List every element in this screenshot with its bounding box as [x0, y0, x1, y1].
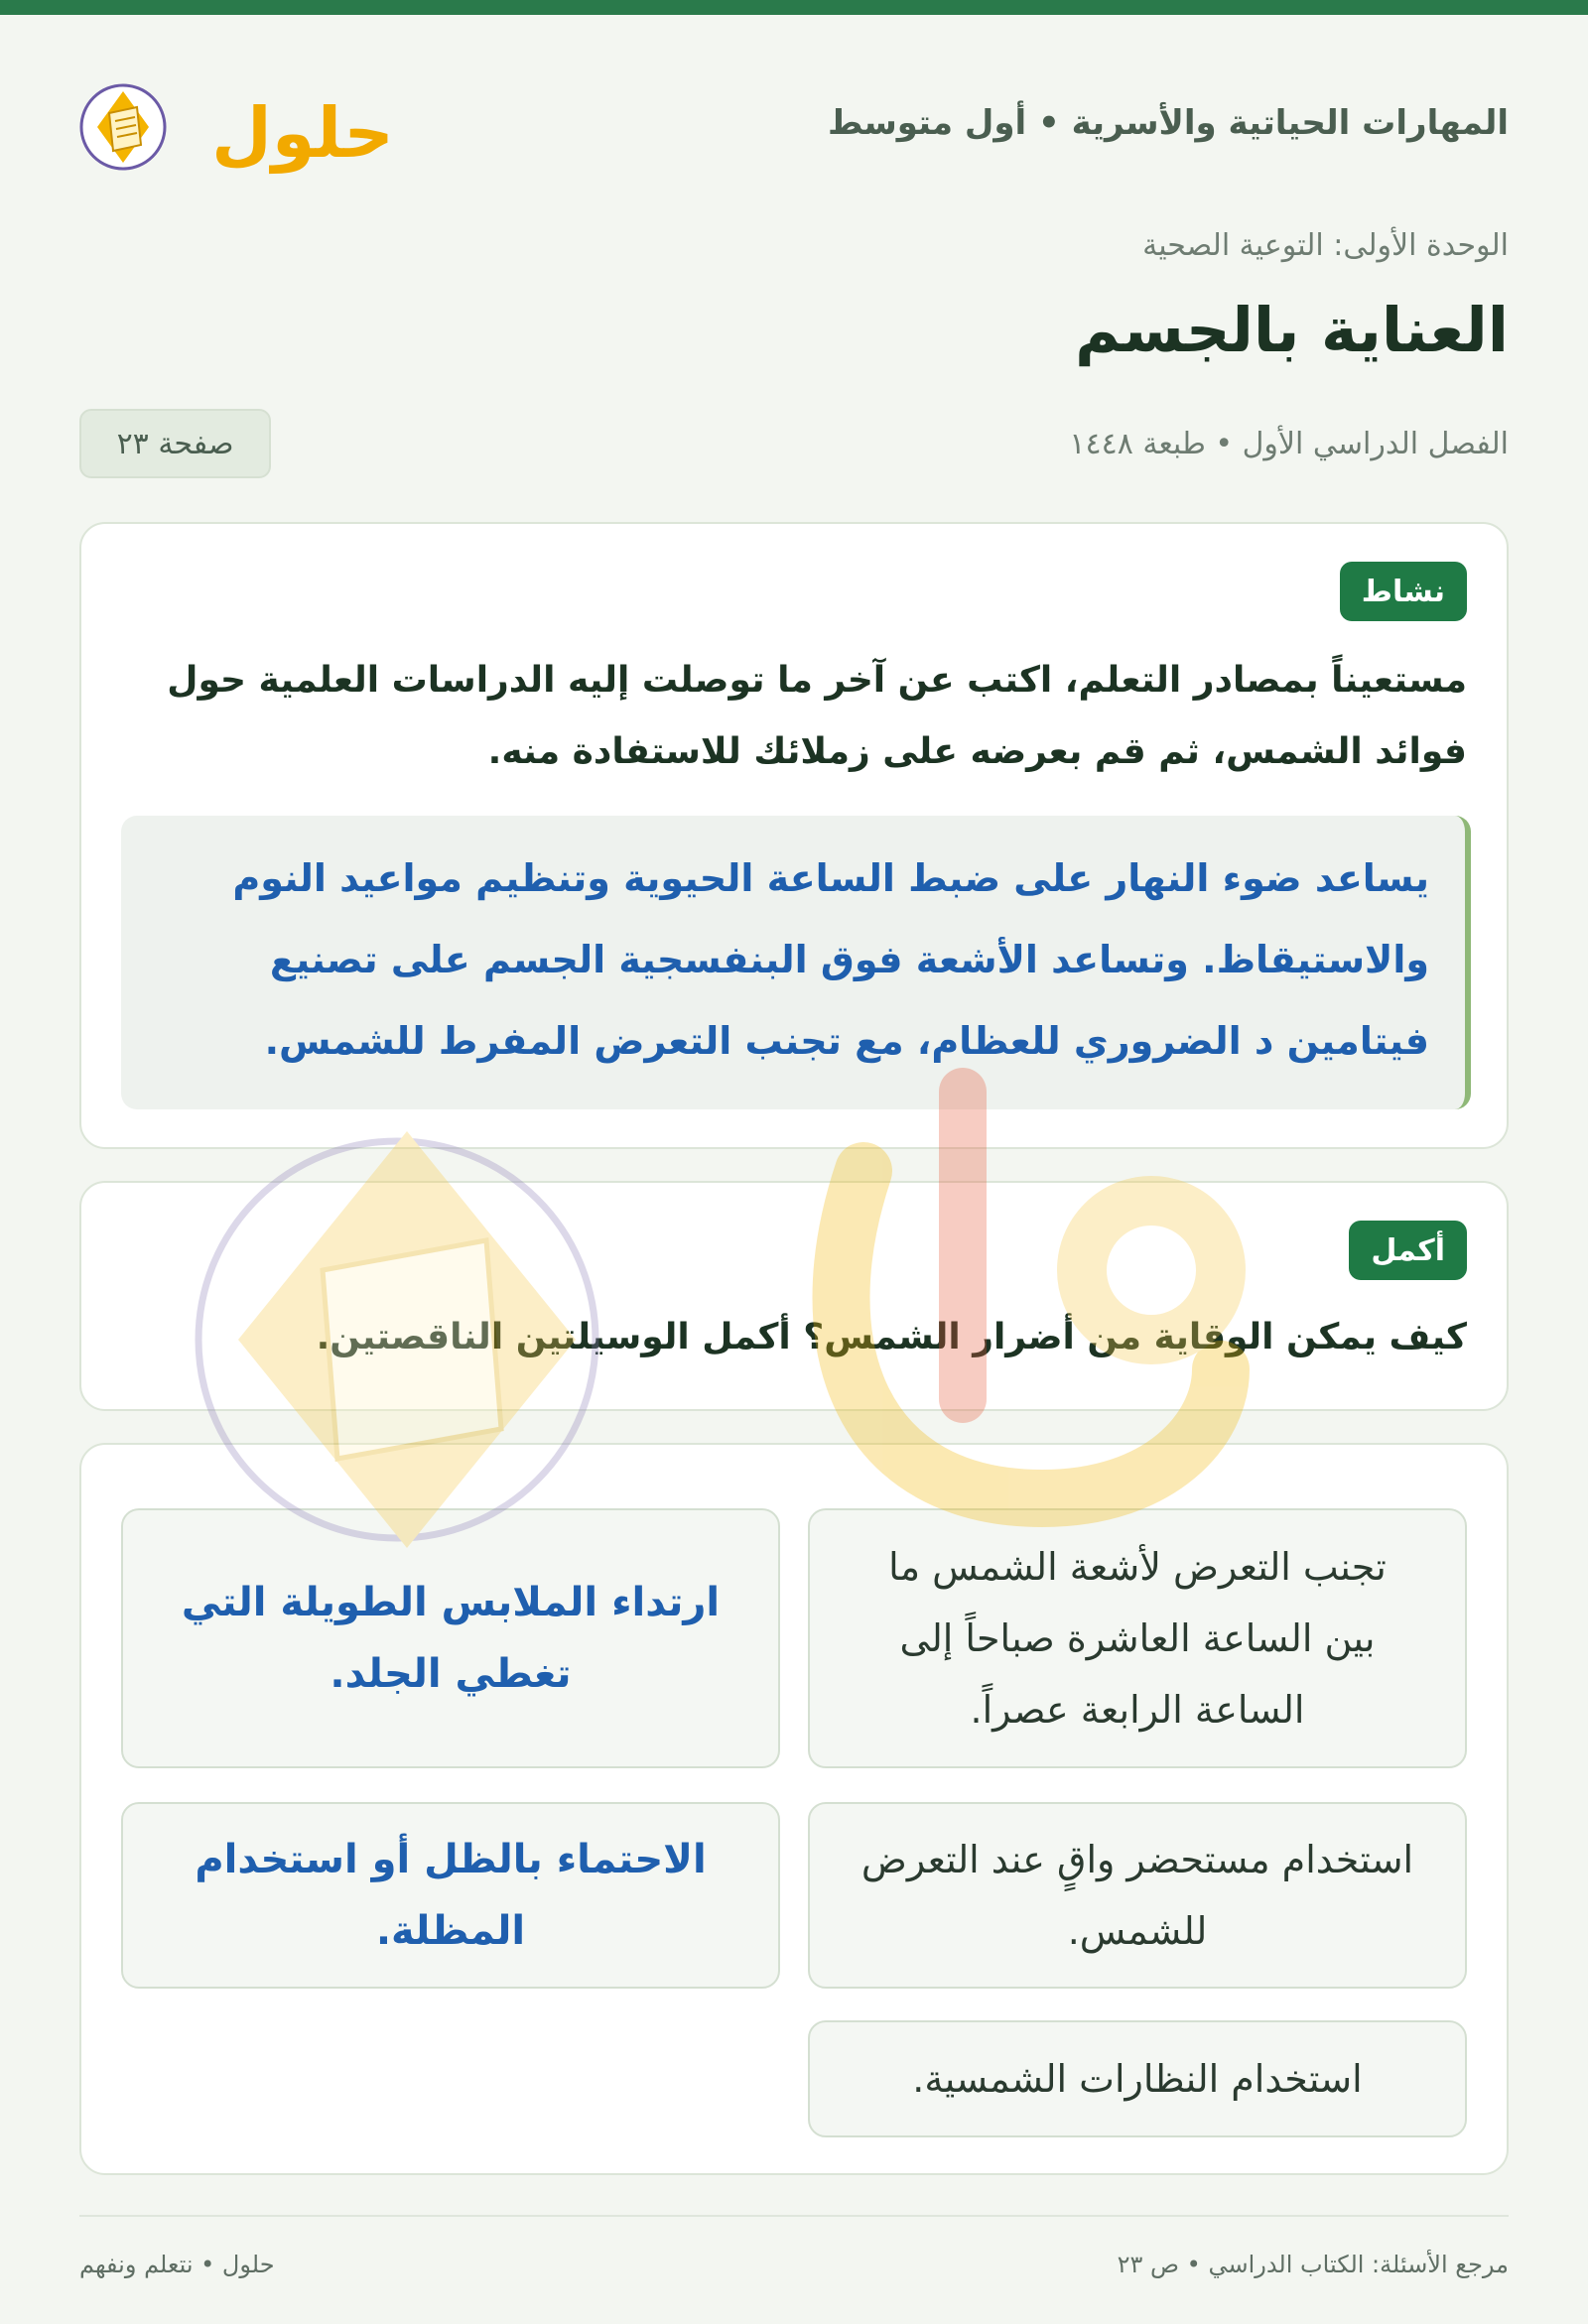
page-number-badge: صفحة ٢٣ [79, 409, 271, 478]
page-title: العناية بالجسم [1075, 294, 1509, 366]
filled-method-text: ارتداء الملابس الطويلة التي تغطي الجلد. [181, 1580, 721, 1697]
methods-card [79, 1443, 1509, 2175]
given-method-text: استخدام مستحضر واقٍ عند التعرض للشمس. [860, 1838, 1414, 1953]
edition-meta: الفصل الدراسي الأول • طبعة ١٤٤٨ [1069, 427, 1509, 461]
filled-method-text: الاحتماء بالظل أو استخدام المظلة. [195, 1837, 707, 1954]
hulul-logo[interactable] [79, 62, 394, 191]
given-method-box [808, 1508, 1467, 1768]
filled-method-box [121, 1508, 780, 1768]
given-method-text: استخدام النظارات الشمسية. [912, 2057, 1363, 2101]
answer-text: يساعد ضوء النهار على ضبط الساعة الحيوية وتنظيم مواعيد النوم والاستيقاظ. وتساعد الأشعة فوق البنفسجية الجسم على تصنيع فيتامين د الضروري للعظام، مع تجنب التعرض المفرط للشمس. [232, 856, 1429, 1063]
top-accent-bar [0, 0, 1588, 15]
subject-title: المهارات الحياتية والأسرية • أول متوسط [827, 103, 1509, 143]
page-header [79, 62, 1509, 191]
given-method-text: تجنب التعرض لأشعة الشمس ما بين الساعة العاشرة صباحاً إلى الساعة الرابعة عصراً. [888, 1545, 1387, 1732]
activity-card [79, 522, 1509, 1149]
footer-divider [79, 2215, 1509, 2217]
unit-label: الوحدة الأولى: التوعية الصحية [1142, 228, 1509, 263]
filled-method-box [121, 1802, 780, 1989]
complete-question: كيف يمكن الوقاية من أضرار الشمس؟ أكمل الوسيلتين الناقصتين. [316, 1317, 1467, 1357]
given-method-box [808, 1802, 1467, 1989]
complete-tag: أكمل [1349, 1221, 1467, 1280]
activity-question: مستعيناً بمصادر التعلم، اكتب عن آخر ما توصلت إليه الدراسات العلمية حول فوائد الشمس، ثم قم بعرضه على زملائك للاستفادة منه. [167, 660, 1467, 772]
logo-wordmark: حلول [211, 92, 394, 174]
complete-card [79, 1181, 1509, 1411]
answer-box [121, 816, 1471, 1109]
activity-tag: نشاط [1340, 562, 1467, 621]
given-method-box [808, 2020, 1467, 2137]
footer-source: مرجع الأسئلة: الكتاب الدراسي • ص ٢٣ [1117, 2251, 1509, 2278]
footer-brand: حلول • نتعلم ونفهم [79, 2251, 275, 2278]
